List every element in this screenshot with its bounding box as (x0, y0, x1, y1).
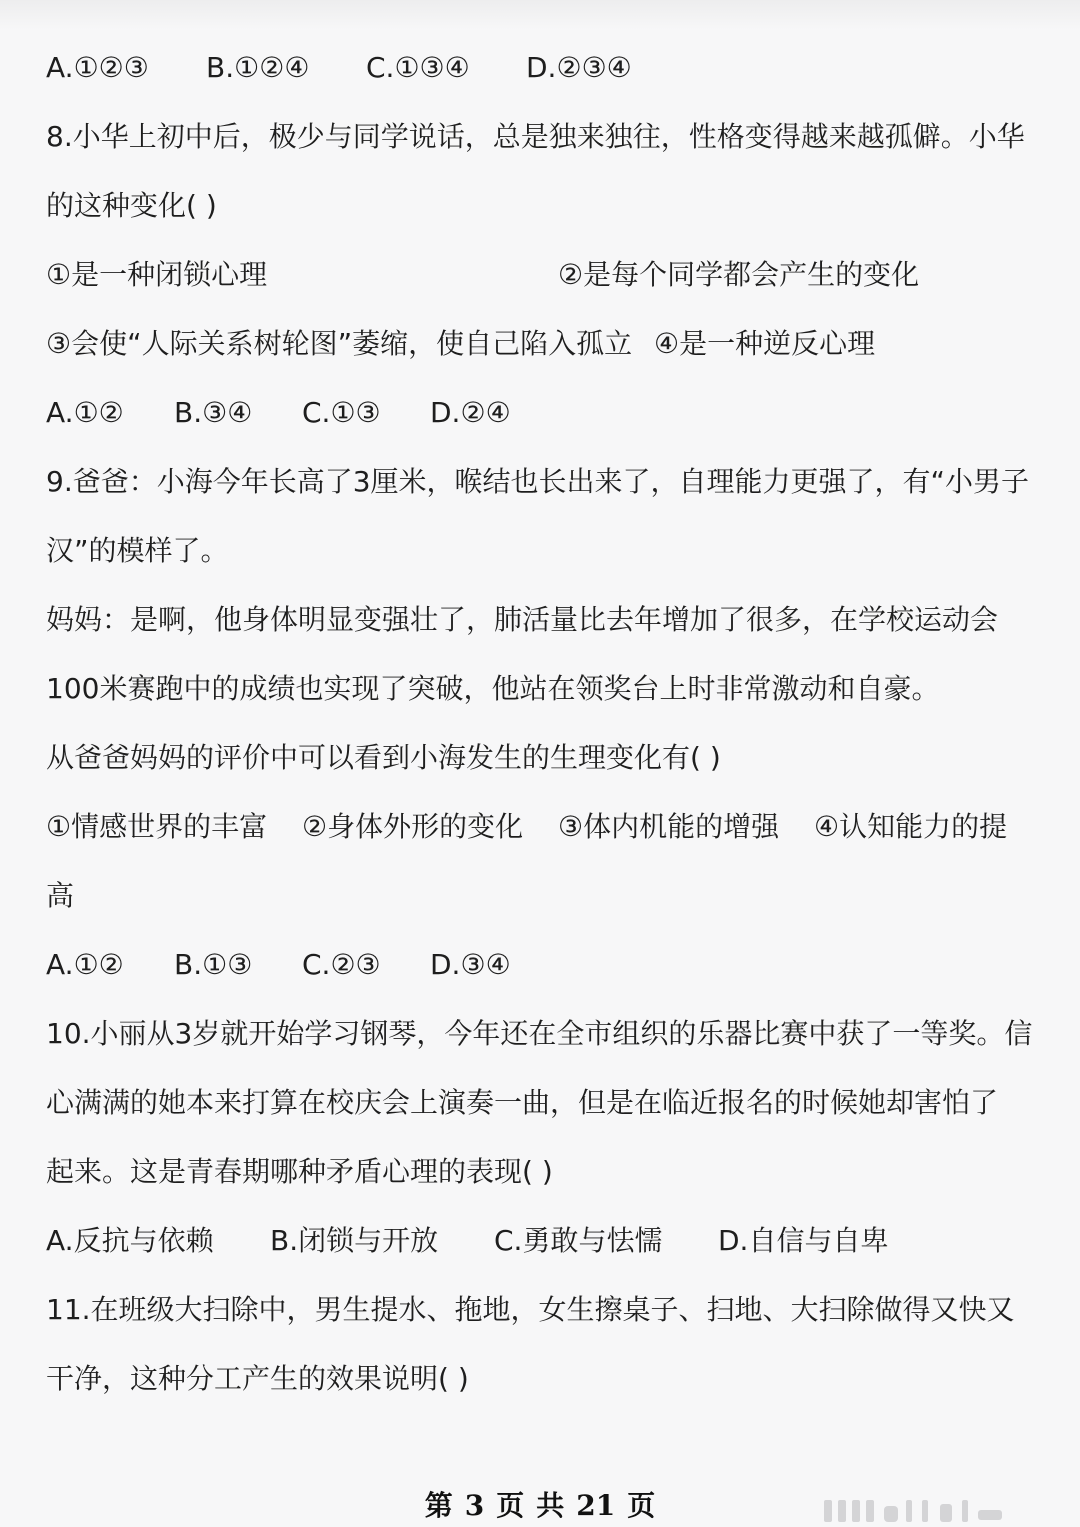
q10-option-d: D.自信与自卑 (718, 1224, 889, 1257)
q9-item-3: ③体内机能的增强 (558, 810, 780, 843)
q9-option-b: B.①③ (174, 948, 253, 981)
q7-option-d: D.②③④ (526, 51, 632, 84)
q9-item-4: ④认知能力的提 (814, 810, 1008, 843)
top-shadow (0, 0, 1080, 30)
q11-line-2: 干净，这种分工产生的效果说明( ) (46, 1362, 469, 1395)
q7-option-c: C.①③④ (366, 51, 470, 84)
footer-word-gong: 共 (536, 1489, 565, 1522)
q7-option-b: B.①②④ (206, 51, 310, 84)
q10-line-3: 起来。这是青春期哪种矛盾心理的表现( ) (46, 1155, 553, 1188)
q10-line-2: 心满满的她本来打算在校庆会上演奏一曲，但是在临近报名的时候她却害怕了 (46, 1086, 999, 1119)
q7-option-a: A.①②③ (46, 51, 149, 84)
q8-item-1: ①是一种闭锁心理 (46, 258, 268, 291)
footer-total-pages: 21 (576, 1489, 616, 1522)
q9-option-a: A.①② (46, 948, 124, 981)
q9-line-4: 100米赛跑中的成绩也实现了突破，他站在领奖台上时非常激动和自豪。 (46, 672, 940, 705)
q9-option-d: D.③④ (430, 948, 511, 981)
footer-page-number: 3 (464, 1489, 485, 1522)
q9-item-1: ①情感世界的丰富 (46, 810, 268, 843)
q8-stem-line-1: 8.小华上初中后，极少与同学说话，总是独来独往，性格变得越来越孤僻。小华 (46, 120, 1025, 153)
footer-word-di: 第 (424, 1489, 453, 1522)
watermark-logo (822, 1496, 1052, 1526)
q9-item-2: ②身体外形的变化 (302, 810, 524, 843)
q8-option-c: C.①③ (302, 396, 381, 429)
q9-line-2: 汉”的模样了。 (46, 534, 229, 567)
q10-line-1: 10.小丽从3岁就开始学习钢琴，今年还在全市组织的乐器比赛中获了一等奖。信 (46, 1017, 1033, 1050)
q9-line-5: 从爸爸妈妈的评价中可以看到小海发生的生理变化有( ) (46, 741, 721, 774)
q9-option-c: C.②③ (302, 948, 381, 981)
footer-word-ye-2: 页 (627, 1489, 656, 1522)
q8-option-d: D.②④ (430, 396, 511, 429)
q11-line-1: 11.在班级大扫除中，男生提水、拖地，女生擦桌子、扫地、大扫除做得又快又 (46, 1293, 1015, 1326)
q8-item-2: ②是每个同学都会产生的变化 (558, 258, 920, 291)
q9-item-4-continued: 高 (46, 879, 75, 912)
q8-item-3: ③会使“人际关系树轮图”萎缩，使自己陷入孤立 (46, 327, 633, 360)
q8-stem-line-2: 的这种变化( ) (46, 189, 217, 222)
footer-word-ye: 页 (496, 1489, 525, 1522)
q8-item-4: ④是一种逆反心理 (654, 327, 876, 360)
q10-option-a: A.反抗与依赖 (46, 1224, 214, 1257)
q9-line-3: 妈妈：是啊，他身体明显变强壮了，肺活量比去年增加了很多，在学校运动会 (46, 603, 999, 636)
q9-line-1: 9.爸爸：小海今年长高了3厘米，喉结也长出来了，自理能力更强了，有“小男子 (46, 465, 1030, 498)
q10-option-b: B.闭锁与开放 (270, 1224, 439, 1257)
q8-option-b: B.③④ (174, 396, 253, 429)
q8-option-a: A.①② (46, 396, 124, 429)
q10-option-c: C.勇敢与怯懦 (494, 1224, 663, 1257)
